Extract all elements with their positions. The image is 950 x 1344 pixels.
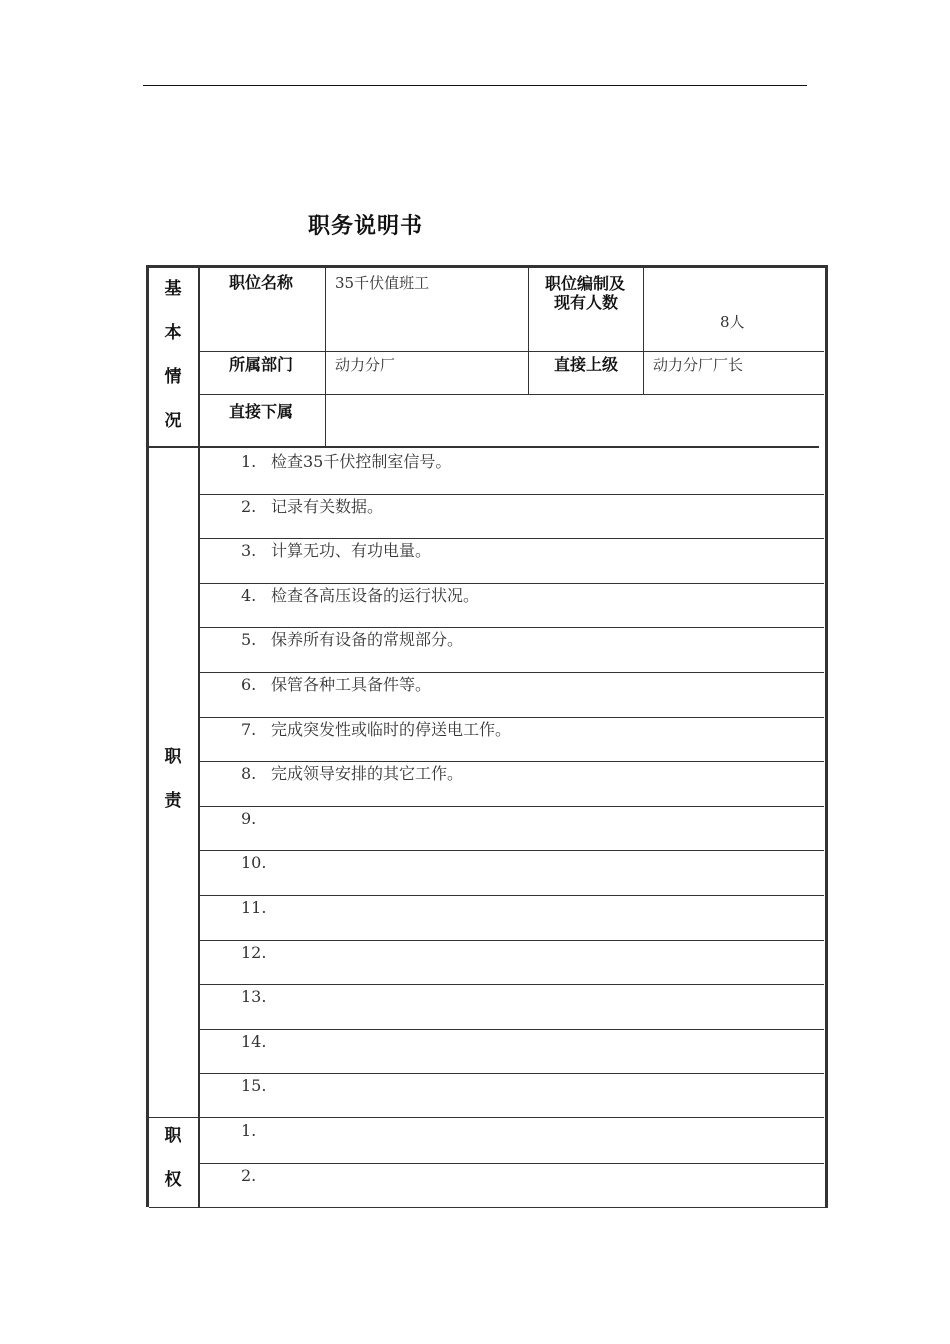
duty-number: 12.: [241, 942, 267, 962]
duty-number: 14.: [241, 1031, 267, 1051]
duty-number: 5.: [241, 630, 257, 650]
superior-value: 动力分厂厂长: [653, 356, 744, 374]
duty-row-divider: [200, 895, 824, 896]
duty-row-divider: [200, 494, 824, 495]
section-char: 职: [164, 1126, 182, 1146]
duty-text: 完成突发性或临时的停送电工作。: [271, 719, 512, 739]
section-char: 况: [164, 411, 182, 431]
duty-item: [241, 1076, 272, 1096]
duty-row-divider: [200, 984, 824, 985]
cell-divider: [528, 268, 529, 394]
duty-text: 记录有关数据。: [271, 496, 384, 516]
section-char: 责: [164, 791, 182, 811]
duty-row-divider: [200, 850, 824, 851]
duty-row-divider: [200, 538, 824, 539]
duty-number: 15.: [241, 1076, 267, 1096]
duty-number: 2.: [241, 496, 257, 516]
duty-number: 6.: [241, 675, 257, 694]
department-value: 动力分厂: [335, 356, 396, 374]
duty-row-divider: [200, 583, 824, 584]
duty-row-divider: [200, 627, 824, 628]
duties-bottom-divider: [149, 1117, 824, 1118]
cell-divider: [325, 268, 326, 446]
duty-row-divider: [200, 1029, 824, 1030]
duty-text: 完成领导安排的其它工作。: [271, 764, 464, 784]
section-char: 职: [164, 747, 182, 767]
basic-info-bottom-divider: [149, 446, 819, 448]
duty-item: [241, 675, 431, 695]
duty-item: [241, 452, 451, 472]
duty-text: 计算无功、有功电量。: [271, 541, 432, 561]
department-label: 所属部门: [229, 355, 294, 374]
section-column-divider: [198, 268, 200, 1207]
duty-number: 13.: [241, 987, 267, 1007]
section-char: 情: [164, 367, 182, 387]
duty-text: 检查35千伏控制室信号。: [271, 452, 452, 471]
position-name-label: 职位名称: [229, 273, 294, 292]
duty-item: [241, 764, 463, 784]
authority-row-divider: [149, 1207, 828, 1208]
duty-text: 检查各高压设备的运行状况。: [271, 585, 480, 605]
duty-item: [241, 1032, 272, 1052]
duty-row-divider: [200, 1073, 824, 1074]
duty-row-divider: [200, 761, 824, 762]
duty-row-divider: [200, 806, 824, 807]
duty-item: [241, 586, 479, 606]
authority-item: [241, 1166, 271, 1186]
duty-number: 7.: [241, 719, 257, 739]
duty-number: 1.: [241, 452, 257, 471]
duty-number: 3.: [241, 541, 257, 561]
position-name-value: 35千伏值班工: [335, 274, 430, 292]
duty-item: [241, 898, 272, 918]
duty-item: [241, 809, 271, 829]
subordinate-label: 直接下属: [229, 402, 294, 421]
section-char: 权: [164, 1170, 182, 1190]
duty-row-divider: [200, 717, 824, 718]
cell-divider: [643, 268, 644, 394]
duty-item: [241, 987, 272, 1007]
row-divider: [198, 351, 824, 352]
duty-item: [241, 943, 272, 963]
superior-label: 直接上级: [554, 355, 619, 374]
section-char: 基: [164, 279, 182, 299]
section-char: 本: [164, 323, 182, 343]
authority-item: [241, 1121, 271, 1141]
duty-item: [241, 541, 431, 561]
authority-row-divider: [200, 1163, 824, 1164]
headcount-label-line1: 职位编制及: [545, 274, 626, 293]
duty-item: [241, 853, 272, 873]
duty-number: 9.: [241, 808, 257, 828]
headcount-label-line2: 现有人数: [554, 293, 619, 312]
headcount-value: 8人: [720, 313, 745, 331]
duty-number: 10.: [241, 853, 267, 873]
duty-item: [241, 720, 511, 740]
duty-item: [241, 497, 383, 517]
authority-number: 2.: [241, 1165, 257, 1185]
document-title: 职务说明书: [308, 214, 424, 239]
duty-text: 保养所有设备的常规部分。: [271, 630, 464, 650]
duty-number: 4.: [241, 585, 257, 605]
duty-row-divider: [200, 672, 824, 673]
duty-item: [241, 630, 463, 650]
authority-number: 1.: [241, 1121, 257, 1140]
duty-number: 8.: [241, 764, 257, 784]
duty-number: 11.: [241, 898, 267, 917]
row-divider: [198, 394, 824, 395]
header-rule: [143, 85, 807, 86]
duty-text: 保管各种工具备件等。: [271, 675, 432, 694]
duty-row-divider: [200, 940, 824, 941]
